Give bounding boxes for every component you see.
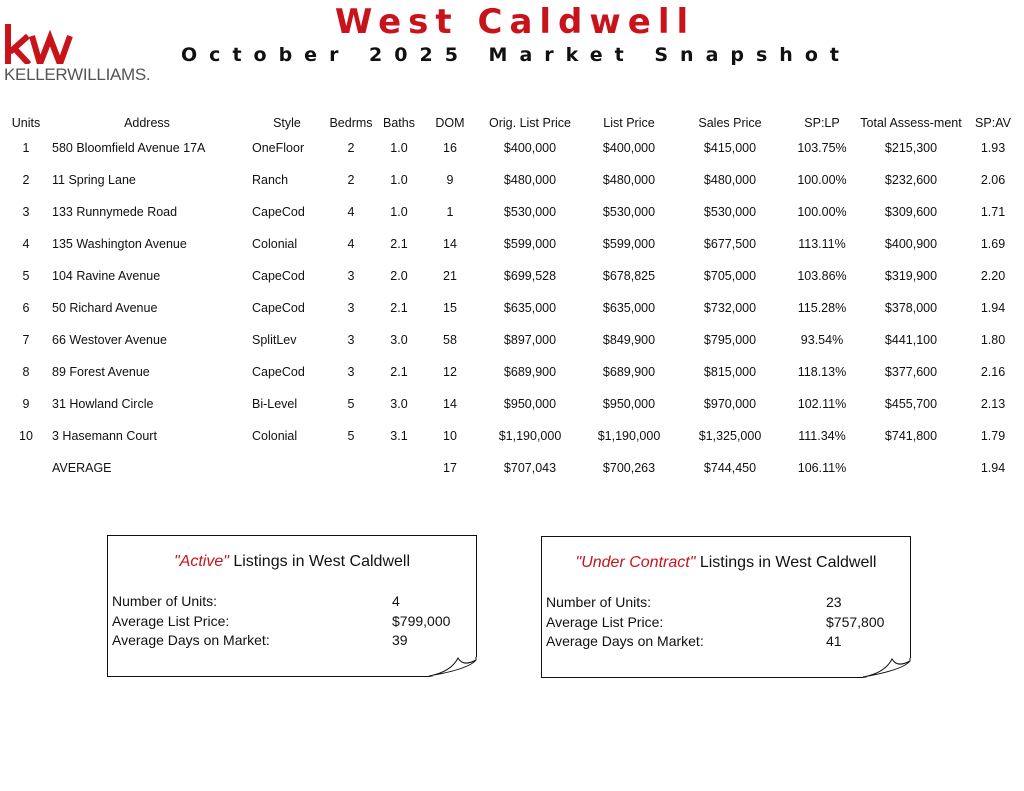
cell-baths: 2.0 [390, 269, 408, 283]
cell-total-assessment: $741,800 [884, 429, 938, 443]
page-title: West Caldwell [334, 2, 696, 42]
cell-list-price: $530,000 [602, 205, 656, 219]
cell-baths: 3.1 [390, 429, 408, 443]
cell-dom: 10 [443, 429, 457, 443]
cell-total-assessment: $309,600 [884, 205, 938, 219]
stat-value: 41 [826, 633, 842, 649]
cell-list-price: $635,000 [602, 301, 656, 315]
cell-baths: 3.0 [390, 397, 408, 411]
cell-units: 8 [22, 365, 30, 379]
table-row [6, 292, 1024, 324]
column-header: Sales Price [698, 116, 762, 130]
table-row [6, 228, 1024, 260]
cell-address: 104 Ravine Avenue [52, 269, 161, 283]
active-listings-title [108, 553, 476, 571]
cell-total-assessment: $232,600 [884, 173, 938, 187]
active-listings-box [107, 535, 477, 677]
stat-value: 4 [392, 593, 400, 609]
cell-bedrooms: 3 [347, 333, 355, 347]
cell-sp-lp: 102.11% [797, 397, 847, 411]
cell-list-price: $689,900 [602, 365, 656, 379]
cell-baths: 3.0 [390, 333, 408, 347]
cell-bedrooms: 3 [347, 269, 355, 283]
average-orig-list-price: $707,043 [503, 461, 557, 475]
column-header: SP:AV [975, 116, 1011, 130]
cell-baths: 2.1 [390, 365, 408, 379]
cell-style: CapeCod [252, 205, 305, 219]
cell-orig-list-price: $950,000 [503, 397, 557, 411]
stat-row [112, 631, 472, 651]
table-row [6, 324, 1024, 356]
cell-baths: 1.0 [390, 141, 408, 155]
cell-style: Bi-Level [252, 397, 298, 411]
cell-style: SplitLev [252, 333, 297, 347]
cell-style [248, 452, 326, 484]
cell-sp-lp: 118.13% [797, 365, 847, 379]
average-sales-price: $744,450 [703, 461, 757, 475]
table-row [6, 164, 1024, 196]
cell-sp-lp: 93.54% [800, 333, 844, 347]
cell-list-price: $849,900 [602, 333, 656, 347]
average-dom: 17 [443, 461, 457, 475]
cell-address: 3 Hasemann Court [52, 429, 157, 443]
under-contract-listings-title [542, 554, 910, 572]
cell-address: 89 Forest Avenue [52, 365, 150, 379]
cell-sp-lp: 100.00% [797, 173, 847, 187]
cell-sp-av: 1.80 [980, 333, 1006, 347]
stat-row [546, 593, 906, 613]
cell-sales-price: $795,000 [703, 333, 757, 347]
cell-total-assessment: $441,100 [884, 333, 938, 347]
table-row [6, 132, 1024, 164]
cell-address: 580 Bloomfield Avenue 17A [52, 141, 206, 155]
cell-baths: 2.1 [390, 301, 408, 315]
table-row [6, 196, 1024, 228]
stat-label: Average Days on Market: [112, 632, 270, 648]
cell-units: 5 [22, 269, 30, 283]
stat-label: Average List Price: [546, 613, 664, 630]
page-curl-icon [863, 658, 911, 678]
stat-value: $799,000 [392, 612, 451, 629]
cell-orig-list-price: $1,190,000 [498, 429, 562, 443]
average-sp-lp: 106.11% [797, 461, 847, 475]
cell-dom: 12 [443, 365, 457, 379]
active-listings-stats [112, 592, 472, 651]
cell-total-assessment: $319,900 [884, 269, 938, 283]
cell-orig-list-price: $689,900 [503, 365, 557, 379]
cell-total-assessment: $455,700 [884, 397, 938, 411]
average-list-price: $700,263 [602, 461, 656, 475]
cell-sp-av: 2.06 [980, 173, 1006, 187]
cell-address: 11 Spring Lane [52, 173, 136, 187]
cell-units: 3 [22, 205, 30, 219]
stat-label: Average List Price: [112, 612, 230, 629]
cell-sales-price: $480,000 [703, 173, 757, 187]
cell-units: 6 [22, 301, 30, 315]
sales-table [6, 94, 1024, 484]
cell-bedrooms: 4 [347, 205, 355, 219]
cell-total-assessment: $377,600 [884, 365, 938, 379]
stat-label: Average Days on Market: [546, 633, 704, 649]
column-header: List Price [603, 116, 655, 130]
cell-sp-av: 1.94 [980, 301, 1006, 315]
cell-dom: 14 [443, 237, 457, 251]
stat-row [112, 612, 472, 632]
cell-style: Ranch [252, 173, 289, 187]
cell-bedrooms: 3 [347, 365, 355, 379]
table-row [6, 260, 1024, 292]
average-label: AVERAGE [52, 461, 112, 475]
cell-orig-list-price: $897,000 [503, 333, 557, 347]
stat-row [112, 592, 472, 612]
cell-address: 31 Howland Circle [52, 397, 154, 411]
page-subtitle: October 2025 Market Snapshot [181, 44, 851, 66]
cell-sp-av: 1.69 [980, 237, 1006, 251]
active-label: "Active" [173, 553, 229, 570]
cell-sp-lp: 113.11% [798, 237, 846, 251]
cell-dom: 15 [443, 301, 457, 315]
cell-bedrooms: 3 [347, 301, 355, 315]
cell-sp-av: 2.13 [980, 397, 1006, 411]
cell-baths: 1.0 [390, 173, 408, 187]
cell-units: 2 [22, 173, 30, 187]
cell-sales-price: $815,000 [703, 365, 757, 379]
cell-units: 4 [22, 237, 30, 251]
stat-value: 39 [392, 632, 408, 648]
cell-orig-list-price: $400,000 [503, 141, 557, 155]
cell-dom: 16 [443, 141, 457, 155]
average-row [6, 452, 1024, 484]
cell-dom: 9 [446, 173, 454, 187]
cell-style: Colonial [252, 429, 298, 443]
active-title-rest: Listings in West Caldwell [228, 553, 411, 570]
table-header-row [6, 94, 1024, 132]
cell-style: CapeCod [252, 365, 305, 379]
column-header: Address [124, 116, 170, 130]
stat-label: Number of Units: [546, 594, 652, 610]
cell-bedrooms: 2 [347, 141, 355, 155]
cell-units: 7 [22, 333, 30, 347]
cell-dom: 14 [443, 397, 457, 411]
cell-sales-price: $1,325,000 [698, 429, 762, 443]
cell-baths: 2.1 [390, 237, 408, 251]
cell-sales-price: $970,000 [703, 397, 757, 411]
cell-units: 9 [22, 397, 30, 411]
cell-sp-av: 2.16 [980, 365, 1006, 379]
cell-sales-price: $415,000 [703, 141, 757, 155]
under-contract-title-rest: Listings in West Caldwell [695, 554, 877, 571]
cell-sales-price: $677,500 [703, 237, 757, 251]
column-header: Total Assess-ment [860, 116, 962, 130]
cell-units [6, 452, 46, 484]
cell-address: 50 Richard Avenue [52, 301, 158, 315]
cell-bedrooms: 2 [347, 173, 355, 187]
cell-list-price: $400,000 [602, 141, 656, 155]
table-row [6, 420, 1024, 452]
column-header: Style [273, 116, 301, 130]
logo-wordmark: KELLERWILLIAMS. [4, 65, 151, 84]
cell-sp-lp: 103.86% [797, 269, 847, 283]
stat-value: 23 [826, 594, 842, 610]
cell-total-assessment: $378,000 [884, 301, 938, 315]
under-contract-label: "Under Contract" [575, 554, 696, 571]
stat-row [546, 613, 906, 633]
column-header: Bedrms [329, 116, 373, 130]
cell-sp-lp: 111.34% [798, 429, 846, 443]
stat-value: $757,800 [826, 613, 885, 630]
cell-style: CapeCod [252, 269, 305, 283]
cell-list-price: $950,000 [602, 397, 656, 411]
cell-bedrooms [326, 452, 376, 484]
cell-list-price: $480,000 [602, 173, 656, 187]
table-body [6, 132, 1024, 484]
cell-orig-list-price: $599,000 [503, 237, 557, 251]
column-header: SP:LP [804, 116, 840, 130]
column-header: DOM [435, 116, 465, 130]
cell-style: OneFloor [252, 141, 305, 155]
average-sp-av: 1.94 [980, 461, 1006, 475]
table-row [6, 356, 1024, 388]
cell-sp-av: 2.20 [980, 269, 1006, 283]
column-header: Units [11, 116, 41, 130]
cell-list-price: $1,190,000 [597, 429, 661, 443]
cell-sp-lp: 100.00% [797, 205, 847, 219]
cell-style: CapeCod [252, 301, 305, 315]
stat-label: Number of Units: [112, 593, 218, 609]
cell-sales-price: $732,000 [703, 301, 757, 315]
under-contract-listings-box [541, 536, 911, 678]
cell-dom: 21 [443, 269, 457, 283]
cell-orig-list-price: $530,000 [503, 205, 557, 219]
cell-dom: 58 [443, 333, 457, 347]
cell-sales-price: $530,000 [703, 205, 757, 219]
cell-address: 133 Runnymede Road [52, 205, 178, 219]
cell-units: 10 [19, 429, 33, 443]
cell-sp-av: 1.71 [980, 205, 1006, 219]
cell-sales-price: $705,000 [703, 269, 757, 283]
cell-sp-av: 1.79 [980, 429, 1006, 443]
cell-orig-list-price: $635,000 [503, 301, 557, 315]
cell-list-price: $599,000 [602, 237, 656, 251]
cell-bedrooms: 5 [347, 397, 355, 411]
under-contract-listings-stats [546, 593, 906, 652]
cell-sp-lp: 115.28% [797, 301, 847, 315]
cell-baths [376, 452, 422, 484]
cell-bedrooms: 4 [347, 237, 355, 251]
cell-sp-lp: 103.75% [797, 141, 847, 155]
cell-address: 66 Westover Avenue [52, 333, 167, 347]
stat-row [546, 632, 906, 652]
column-header: Baths [383, 116, 415, 130]
cell-total-assessment: $400,900 [884, 237, 938, 251]
page-curl-icon [429, 657, 477, 677]
cell-dom: 1 [446, 205, 454, 219]
cell-orig-list-price: $699,528 [503, 269, 557, 283]
cell-style: Colonial [252, 237, 298, 251]
column-header: Orig. List Price [489, 116, 571, 130]
cell-orig-list-price: $480,000 [503, 173, 557, 187]
cell-sp-av: 1.93 [980, 141, 1006, 155]
cell-bedrooms: 5 [347, 429, 355, 443]
cell-total-assessment [860, 452, 962, 484]
cell-address: 135 Washington Avenue [52, 237, 187, 251]
table-row [6, 388, 1024, 420]
cell-total-assessment: $215,300 [884, 141, 938, 155]
cell-list-price: $678,825 [602, 269, 656, 283]
cell-baths: 1.0 [390, 205, 408, 219]
cell-units: 1 [22, 141, 30, 155]
